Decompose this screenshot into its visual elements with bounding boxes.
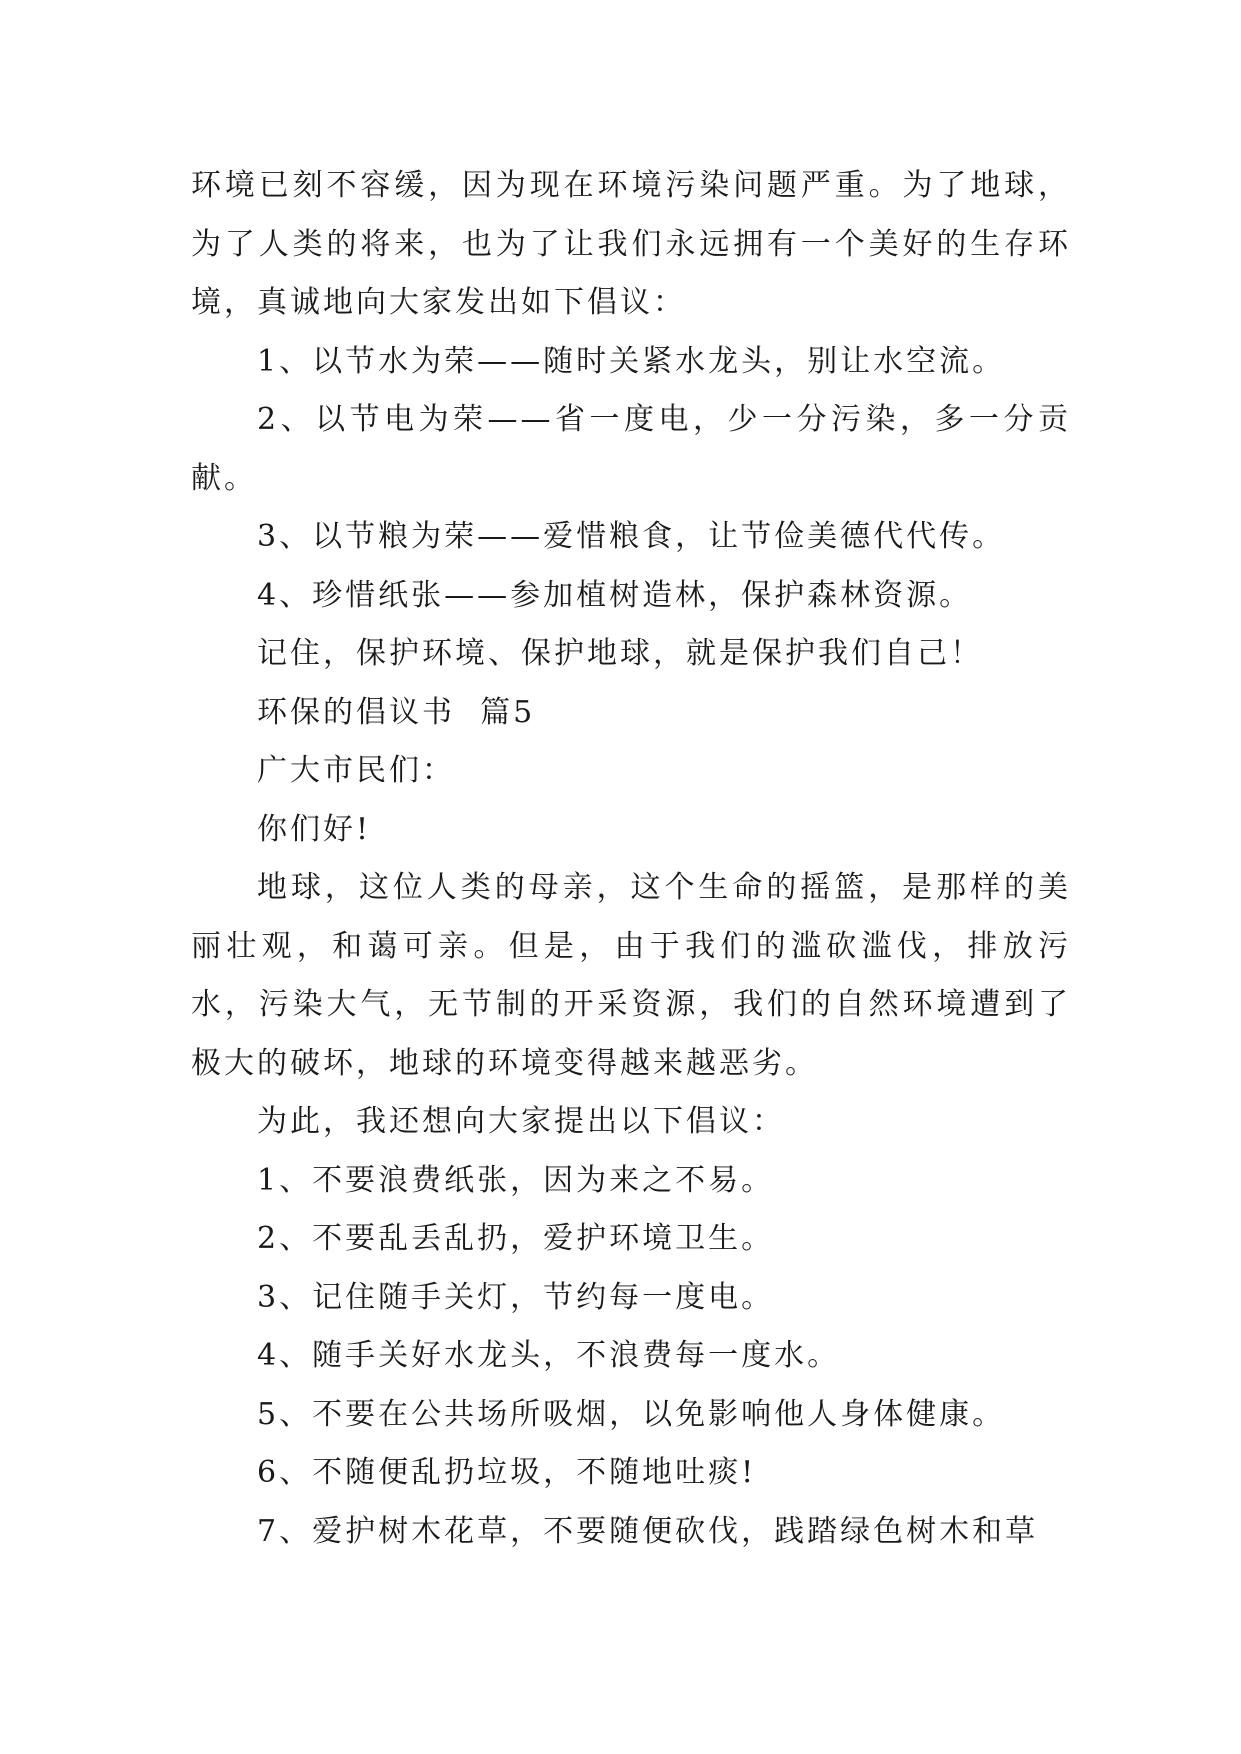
list-item: 5、不要在公共场所吸烟，以免影响他人身体健康。: [257, 1396, 1006, 1432]
paragraph-intro: 环境已刻不容缓，因为现在环境污染问题严重。为了地球，为了人类的将来，也为了让我们永远拥有一个美好的生存环境，真诚地向大家发出如下倡议：: [191, 168, 1071, 320]
list-item: 3、以节粮为荣——爱惜粮食，让节俭美德代代传。: [257, 519, 1006, 554]
list-item: 1、不要浪费纸张，因为来之不易。: [257, 1162, 775, 1198]
list-item: 7、爱护树木花草，不要随便砍伐，践踏绿色树木和草: [257, 1513, 1039, 1549]
list-item: 3、记住随手关灯，节约每一度电。: [257, 1279, 775, 1315]
greeting: 你们好!: [257, 811, 372, 847]
salutation: 广大市民们：: [257, 753, 455, 788]
list-item: 1、以节水为荣——随时关紧水龙头，别让水空流。: [257, 343, 1006, 379]
list-item: 4、随手关好水龙头，不浪费每一度水。: [257, 1338, 841, 1373]
list-item: 2、不要乱丢乱扔，爱护环境卫生。: [257, 1221, 775, 1256]
document-body: [191, 157, 1071, 1561]
section-heading: 环保的倡议书 篇5: [257, 694, 536, 730]
paragraph-body: 地球，这位人类的母亲，这个生命的摇篮，是那样的美丽壮观，和蔼可亲。但是，由于我们的滥砍滥伐，排放污水，污染大气，无节制的开采资源，我们的自然环境遭到了极大的破坏，地球的环境变得越来越恶劣。: [191, 870, 1071, 1081]
list-item: 2、以节电为荣——省一度电，少一分污染，多一分贡献。: [191, 402, 1071, 496]
list-item: 6、不随便乱扔垃圾，不随地吐痰!: [257, 1455, 757, 1490]
paragraph-closing: 记住，保护环境、保护地球，就是保护我们自己！: [257, 636, 983, 671]
paragraph-body: 为此，我还想向大家提出以下倡议：: [257, 1104, 785, 1139]
list-item: 4、珍惜纸张——参加植树造林，保护森林资源。: [257, 577, 973, 613]
